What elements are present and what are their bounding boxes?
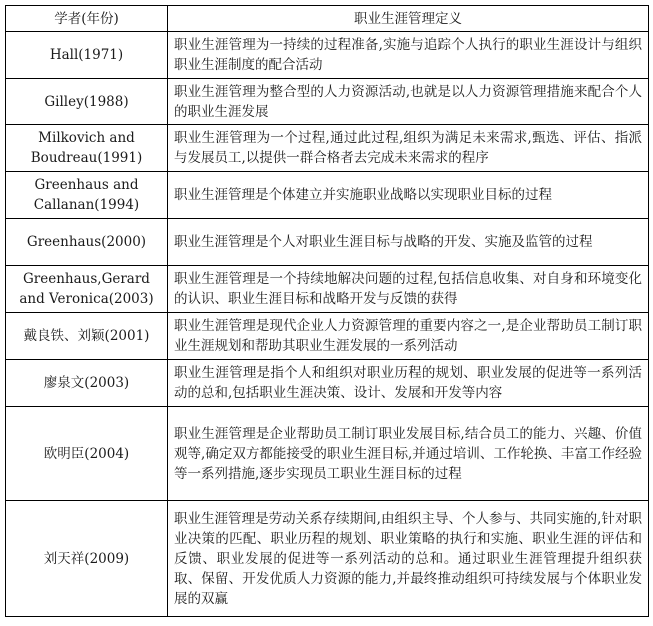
definition-cell: 职业生涯管理是企业帮助员工制订职业发展目标,结合员工的能力、兴趣、价值观等,确定双方都能接受的职业生涯目标,并通过培训、工作轮换、丰富工作经验等一系列措施,逐步实现员工职业生涯目标的过程 xyxy=(168,407,649,501)
table-row xyxy=(6,125,649,172)
definition-cell: 职业生涯管理是劳动关系存续期间,由组织主导、个人参与、共同实施的,针对职业决策的匹配、职业历程的规划、职业策略的执行和实施、职业生涯的评估和反馈、职业发展的促进等一系列活动的总和。通过职业生涯管理提升组织获取、保留、开发优质人力资源的能力,并最终推动组织可持续发展与个体职业发展的双赢 xyxy=(168,501,649,617)
table-row xyxy=(6,172,649,219)
table-row xyxy=(6,266,649,313)
definition-cell: 职业生涯管理为一个过程,通过此过程,组织为满足未来需求,甄选、评估、指派与发展员工,以提供一群合格者去完成未来需求的程序 xyxy=(168,125,649,172)
header-definition: 职业生涯管理定义 xyxy=(168,6,649,32)
table-row xyxy=(6,360,649,407)
table-row xyxy=(6,501,649,617)
definition-cell: 职业生涯管理是个体建立并实施职业战略以实现职业目标的过程 xyxy=(168,172,649,219)
definition-cell: 职业生涯管理为一持续的过程准备,实施与追踪个人执行的职业生涯设计与组织职业生涯制度的配合活动 xyxy=(168,32,649,79)
definition-cell: 职业生涯管理是现代企业人力资源管理的重要内容之一,是企业帮助员工制订职业生涯规划和帮助其职业生涯发展的一系列活动 xyxy=(168,313,649,360)
scholar-cell: 欧明臣(2004) xyxy=(6,407,168,501)
table-row xyxy=(6,407,649,501)
definition-cell: 职业生涯管理是一个持续地解决问题的过程,包括信息收集、对自身和环境变化的认识、职业生涯目标和战略开发与反馈的获得 xyxy=(168,266,649,313)
scholar-cell: Gilley(1988) xyxy=(6,79,168,125)
scholar-cell: 廖泉文(2003) xyxy=(6,360,168,407)
header-scholar-year: 学者(年份) xyxy=(6,6,168,32)
table-header-row xyxy=(6,6,649,32)
table-row xyxy=(6,313,649,360)
scholar-cell: Milkovich and Boudreau(1991) xyxy=(6,125,168,172)
scholar-cell: Greenhaus(2000) xyxy=(6,219,168,266)
definition-cell: 职业生涯管理是个人对职业生涯目标与战略的开发、实施及监管的过程 xyxy=(168,219,649,266)
scholar-cell: 刘天祥(2009) xyxy=(6,501,168,617)
table-row xyxy=(6,79,649,125)
table-row xyxy=(6,32,649,79)
scholar-cell: Greenhaus,Gerard and Veronica(2003) xyxy=(6,266,168,313)
definition-cell: 职业生涯管理是指个人和组织对职业历程的规划、职业发展的促进等一系列活动的总和,包括职业生涯决策、设计、发展和开发等内容 xyxy=(168,360,649,407)
definition-cell: 职业生涯管理为整合型的人力资源活动,也就是以人力资源管理措施来配合个人的职业生涯发展 xyxy=(168,79,649,125)
scholar-cell: 戴良铁、刘颖(2001) xyxy=(6,313,168,360)
career-management-definitions-table xyxy=(5,5,649,617)
document-page xyxy=(5,5,649,617)
scholar-cell: Hall(1971) xyxy=(6,32,168,79)
scholar-cell: Greenhaus and Callanan(1994) xyxy=(6,172,168,219)
table-row xyxy=(6,219,649,266)
